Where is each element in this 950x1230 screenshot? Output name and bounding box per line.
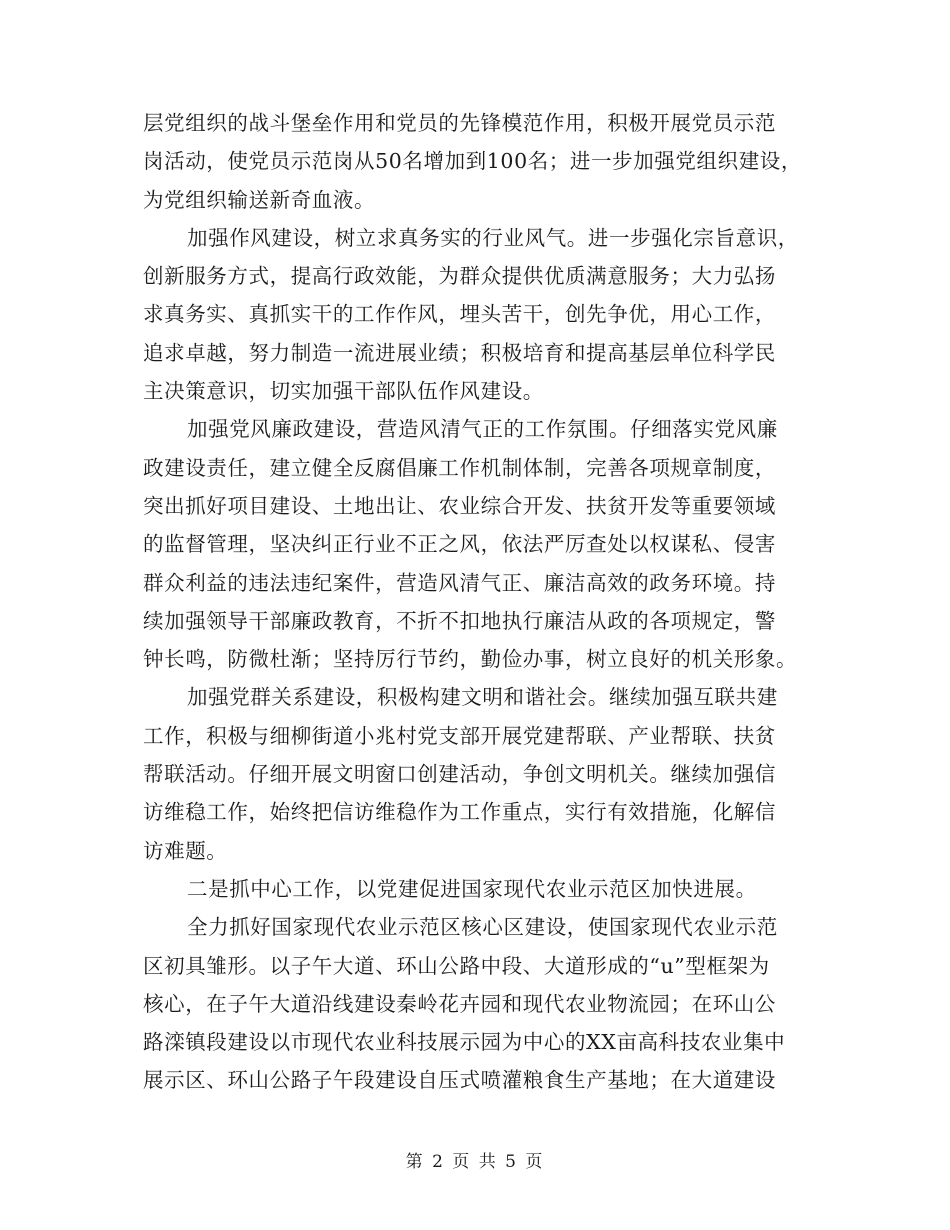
text-line: 的监督管理，坚决纠正行业不正之风，依法严厉查处以权谋私、侵害 bbox=[143, 532, 776, 557]
text-line: 工作，积极与细柳街道小兆村党支部开展党建帮联、产业帮联、扶贫 bbox=[143, 723, 776, 748]
text-line: 续加强领导干部廉政教育，不折不扣地执行廉洁从政的各项规定，警 bbox=[143, 608, 776, 633]
text-line: 核心，在子午大道沿线建设秦岭花卉园和现代农业物流园；在环山公 bbox=[143, 991, 776, 1016]
text-line: 加强党风廉政建设，营造风清气正的工作氛围。仔细落实党风廉 bbox=[187, 417, 778, 442]
text-line: 主决策意识，切实加强干部队伍作风建设。 bbox=[143, 379, 544, 404]
document-body bbox=[143, 104, 815, 1100]
text-line: 创新服务方式，提高行政效能，为群众提供优质满意服务；大力弘扬 bbox=[143, 264, 776, 289]
text-line: 突出抓好项目建设、土地出让、农业综合开发、扶贫开发等重要领域 bbox=[143, 493, 776, 518]
text-line: 访难题。 bbox=[143, 838, 228, 863]
text-line: 追求卓越，努力制造一流进展业绩；积极培育和提高基层单位科学民 bbox=[143, 340, 776, 365]
text-line: 层党组织的战斗堡垒作用和党员的先锋模范作用，积极开展党员示范 bbox=[143, 111, 776, 135]
text-line: 加强作风建设，树立求真务实的行业风气。进一步强化宗旨意识， bbox=[187, 225, 799, 250]
text-line: 展示区、环山公路子午段建设自压式喷灌粮食生产基地；在大道建设 bbox=[143, 1068, 776, 1093]
text-line: 加强党群关系建设，积极构建文明和谐社会。继续加强互联共建 bbox=[187, 685, 778, 710]
text-line: 帮联活动。仔细开展文明窗口创建活动，争创文明机关。继续加强信 bbox=[143, 762, 776, 787]
text-line: 钟长鸣，防微杜渐；坚持厉行节约，勤俭办事，树立良好的机关形象。 bbox=[143, 647, 798, 672]
text-line: 全力抓好国家现代农业示范区核心区建设，使国家现代农业示范 bbox=[187, 915, 778, 940]
page-footer: 第 2 页 共 5 页 bbox=[405, 1152, 545, 1172]
text-line: 求真务实、真抓实干的工作作风，埋头苦干，创先争优，用心工作， bbox=[143, 302, 776, 327]
text-line: 路滦镇段建设以市现代农业科技展示园为中心的XX亩高科技农业集中 bbox=[143, 1030, 786, 1055]
text-line: 访维稳工作，始终把信访维稳作为工作重点，实行有效措施，化解信 bbox=[143, 800, 776, 825]
text-line: 群众利益的违法违纪案件，营造风清气正、廉洁高效的政务环境。持 bbox=[143, 570, 776, 595]
text-line: 岗活动，使党员示范岗从50名增加到100名；进一步加强党组织建设， bbox=[143, 149, 803, 174]
text-line: 为党组织输送新奇血液。 bbox=[143, 187, 376, 212]
text-line: 区初具雏形。以子午大道、环山公路中段、大道形成的“u”型框架为 bbox=[143, 953, 770, 978]
text-line: 政建设责任，建立健全反腐倡廉工作机制体制，完善各项规章制度， bbox=[143, 455, 776, 480]
text-line: 二是抓中心工作，以党建促进国家现代农业示范区加快进展。 bbox=[187, 876, 757, 901]
